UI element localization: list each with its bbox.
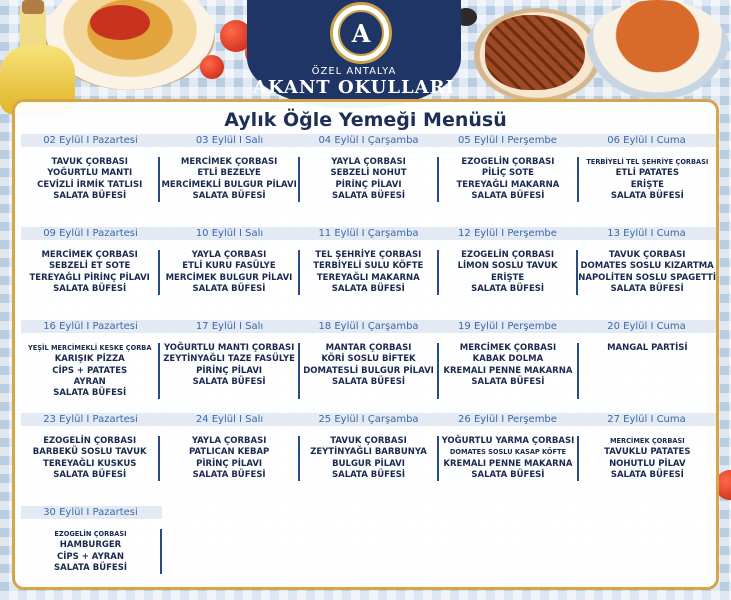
menu-item: ZEYTİNYAĞLI BARBUNYA (310, 447, 427, 458)
day-menu (437, 157, 576, 202)
day-menu (298, 436, 437, 481)
menu-item: SEBZELİ NOHUT (330, 168, 407, 179)
day-header: 05 Eylül I Perşembe (458, 135, 557, 146)
menu-item: ETLİ PATATES (615, 168, 679, 179)
day-menu (21, 436, 158, 481)
menu-item: MERCİMEK ÇORBASI (41, 250, 138, 260)
menu-item: TERBİYELİ SULU KÖFTE (313, 261, 424, 272)
steak-decoration (485, 15, 585, 90)
week-body-row (21, 529, 162, 574)
day-menu (158, 436, 297, 481)
day-header: 12 Eylül I Perşembe (458, 228, 557, 239)
day-menu (437, 250, 576, 295)
menu-item: SALATA BÜFESİ (53, 388, 127, 399)
menu-item: EZOGELİN ÇORBASI (461, 250, 555, 260)
menu-item: MANTAR ÇORBASI (325, 343, 412, 353)
menu-item: DOMATESLİ BULGUR PİLAVI (303, 365, 434, 376)
menu-item: ETLİ KURU FASÜLYE (182, 261, 276, 272)
menu-week (21, 134, 716, 202)
menu-item: PİRİNÇ PİLAVI (335, 179, 402, 190)
day-menu (21, 529, 160, 574)
menu-week (21, 413, 716, 481)
day-menu (158, 343, 297, 399)
day-header: 06 Eylül I Cuma (607, 135, 686, 146)
menu-item: SALATA BÜFESİ (192, 376, 266, 387)
menu-item: ERİŞTE (630, 179, 664, 190)
day-menu (437, 436, 576, 481)
day-menu (298, 250, 437, 295)
menu-item: ERİŞTE (490, 272, 525, 283)
menu-item: HAMBURGER (59, 540, 122, 551)
menu-item: CİPS + PATATES (52, 365, 128, 376)
menu-item: SALATA BÜFESİ (471, 376, 545, 387)
menu-item: DOMATES SOSLU KIZARTMA (580, 261, 714, 272)
menu-item: TERBİYELİ TEL ŞEHRİYE ÇORBASI (586, 158, 709, 166)
menu-item: PATLICAN KEBAP (188, 447, 270, 458)
menu-item: SALATA BÜFESİ (332, 469, 406, 480)
menu-item: SALATA BÜFESİ (610, 283, 684, 294)
logo-name: AKANT OKULLARI (253, 77, 455, 98)
menu-item: TEREYAĞLI MAKARNA (316, 272, 420, 283)
menu-item: SEBZELİ ET SOTE (48, 261, 131, 272)
tomato-sauce-decoration (90, 5, 150, 40)
menu-item: SALATA BÜFESİ (192, 283, 266, 294)
menu-item: CEVİZLİ İRMİK TATLISI (37, 179, 143, 190)
menu-item: YAYLA ÇORBASI (331, 157, 406, 167)
menu-item: TAVUK ÇORBASI (608, 250, 686, 260)
day-header: 24 Eylül I Salı (195, 414, 264, 425)
week-header-row (21, 134, 716, 147)
day-header: 26 Eylül I Perşembe (458, 414, 557, 425)
menu-item: PİLİÇ SOTE (481, 168, 534, 179)
menu-item: TAVUK ÇORBASI (51, 157, 128, 167)
day-header: 09 Eylül I Pazartesi (43, 228, 138, 239)
day-header: 10 Eylül I Salı (195, 228, 264, 239)
day-header: 23 Eylül I Pazartesi (43, 414, 138, 425)
menu-item: KREMALI PENNE MAKARNA (443, 458, 573, 469)
menu-item: AYRAN (73, 376, 106, 387)
menu-item: SALATA BÜFESİ (471, 190, 545, 201)
day-header: 11 Eylül I Çarşamba (318, 228, 419, 239)
menu-item: SALATA BÜFESİ (610, 190, 684, 201)
soup-bowl-decoration (585, 0, 730, 100)
menu-item: MERCİMEKLİ BULGUR PİLAVI (161, 179, 297, 190)
day-menu (298, 157, 437, 202)
day-menu (576, 250, 716, 295)
menu-item: SALATA BÜFESİ (53, 469, 127, 480)
menu-item: SALATA BÜFESİ (54, 562, 127, 573)
school-monogram: A (338, 10, 384, 56)
page-title: Aylık Öğle Yemeği Menüsü (224, 109, 507, 131)
tomato-decoration (200, 55, 224, 79)
school-emblem (330, 2, 392, 64)
day-header: 18 Eylül I Çarşamba (318, 321, 419, 332)
menu-item: EZOGELİN ÇORBASI (461, 157, 555, 167)
day-header: 27 Eylül I Cuma (607, 414, 686, 425)
day-menu (21, 250, 158, 295)
menu-item: BARBEKÜ SOSLU TAVUK (32, 447, 147, 458)
day-header: 30 Eylül I Pazartesi (43, 507, 138, 518)
week-header-row (21, 506, 162, 519)
menu-item: EZOGELİN ÇORBASI (43, 436, 137, 446)
week-body-row (21, 343, 716, 399)
day-menu (298, 343, 437, 399)
day-menu (577, 436, 716, 481)
menu-item: NOHUTLU PİLAV (609, 458, 686, 469)
menu-item: MERCİMEK ÇORBASI (180, 157, 278, 167)
menu-item: TEREYAĞLI MAKARNA (456, 179, 560, 190)
menu-item: YOĞURTLU YARMA ÇORBASI (441, 436, 575, 446)
menu-item: SALATA BÜFESİ (53, 283, 127, 294)
menu-item: PİRİNÇ PİLAVI (196, 458, 263, 469)
menu-item: TAVUK ÇORBASI (330, 436, 407, 446)
menu-item: YOĞURTLU MANTI ÇORBASI (163, 343, 295, 353)
menu-item: EZOGELİN ÇORBASI (54, 530, 127, 538)
week-header-row (21, 227, 716, 240)
day-header: 19 Eylül I Perşembe (458, 321, 557, 332)
day-header: 17 Eylül I Salı (195, 321, 264, 332)
day-header: 25 Eylül I Çarşamba (318, 414, 419, 425)
menu-item: TEL ŞEHRİYE ÇORBASI (315, 250, 422, 260)
menu-item: LİMON SOSLU TAVUK (457, 261, 558, 272)
menu-item: SALATA BÜFESİ (471, 469, 545, 480)
day-menu (577, 157, 716, 202)
menu-item: SALATA BÜFESİ (332, 190, 406, 201)
menu-week (21, 506, 716, 574)
day-menu (21, 157, 158, 202)
menu-item: SALATA BÜFESİ (53, 190, 127, 201)
menu-item: YOĞURTLU MANTI (47, 168, 133, 179)
week-body-row (21, 250, 716, 295)
day-menu (577, 343, 716, 399)
day-menu (158, 157, 297, 202)
logo-subtitle: ÖZEL ANTALYA (311, 66, 397, 77)
menu-item: YEŞİL MERCİMEKLİ KESKE ÇORBA (27, 344, 152, 352)
menu-week (21, 320, 716, 399)
menu-item: SALATA BÜFESİ (332, 376, 406, 387)
menu-item: MERCİMEK ÇORBASI (459, 343, 557, 353)
week-body-row (21, 157, 716, 202)
menu-item: SALATA BÜFESİ (471, 283, 545, 294)
day-header: 20 Eylül I Cuma (607, 321, 686, 332)
menu-item: KABAK DOLMA (472, 354, 544, 365)
menu-item: CİPS + AYRAN (57, 551, 124, 562)
week-body-row (21, 436, 716, 481)
menu-item: SALATA BÜFESİ (331, 283, 405, 294)
menu-item: DOMATES SOSLU KASAP KÖFTE (449, 448, 566, 457)
menu-item: KÖRİ SOSLU BİFTEK (321, 354, 416, 365)
menu-item: MERCİMEK BULGUR PİLAVI (165, 272, 293, 283)
day-header: 03 Eylül I Salı (195, 135, 264, 146)
menu-item: SALATA BÜFESİ (192, 469, 266, 480)
day-menu (437, 343, 576, 399)
menu-item: ZEYTİNYAĞLI TAZE FASÜLYE (163, 354, 295, 365)
menu-item: MERCİMEK ÇORBASI (609, 437, 685, 445)
week-header-row (21, 413, 716, 426)
menu-item: SALATA BÜFESİ (610, 469, 684, 480)
oil-bottle-cork-decoration (22, 0, 44, 14)
menu-item: NAPOLİTEN SOSLU SPAGETTİ (578, 272, 716, 283)
menu-item: YAYLA ÇORBASI (191, 436, 267, 446)
day-menu (158, 250, 297, 295)
menu-item: PİRİNÇ PİLAVI (196, 365, 263, 376)
menu-item: BULGUR PİLAVI (332, 458, 405, 469)
day-menu (21, 343, 158, 399)
menu-item: KREMALI PENNE MAKARNA (443, 365, 573, 376)
menu-item: MANGAL PARTİSİ (607, 343, 688, 353)
menu-item: ETLİ BEZELYE (197, 168, 261, 179)
menu-item: TEREYAĞLI PİRİNÇ PİLAVI (29, 272, 150, 283)
week-header-row (21, 320, 716, 333)
menu-panel (12, 99, 719, 590)
day-header: 13 Eylül I Cuma (607, 228, 686, 239)
menu-item: YAYLA ÇORBASI (191, 250, 267, 260)
day-header: 04 Eylül I Çarşamba (318, 135, 419, 146)
menu-item: SALATA BÜFESİ (192, 190, 266, 201)
menu-week (21, 227, 716, 295)
day-header: 16 Eylül I Pazartesi (43, 321, 138, 332)
menu-item: KARIŞIK PİZZA (54, 354, 125, 365)
menu-item: TAVUKLU PATATES (604, 447, 691, 458)
day-header: 02 Eylül I Pazartesi (43, 135, 138, 146)
menu-item: TEREYAĞLI KUSKUS (43, 458, 137, 469)
